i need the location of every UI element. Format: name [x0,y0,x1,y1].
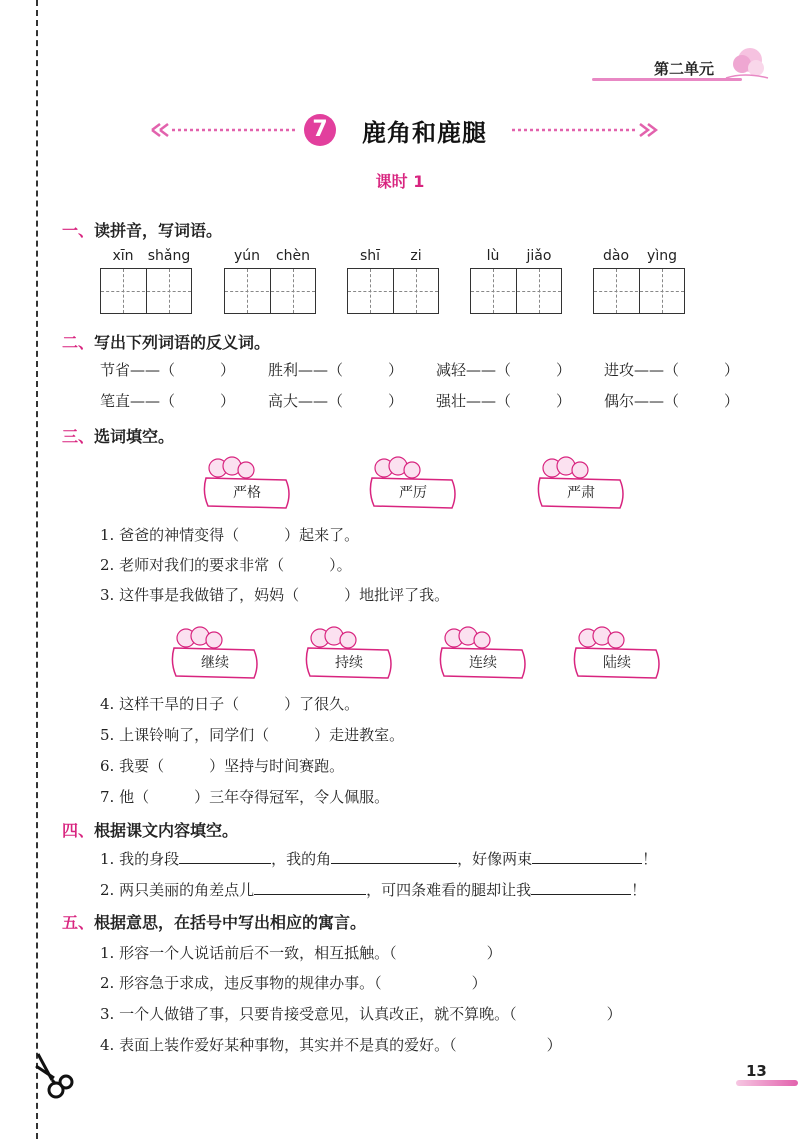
unit-title: 第二单元 [654,60,715,78]
pinyin-text: dào [602,248,630,264]
pinyin-text: zi [410,248,422,264]
fill-question[interactable]: 1. 形容一个人说话前后不一致，相互抵触。（ ） [100,944,502,962]
section-5-heading: 五、根据意思，在括号中写出相应的寓言。 [62,913,367,932]
question-text: ，好像两束 [457,850,533,868]
section-1-heading: 一、读拼音，写词语。 [62,221,223,240]
word-tag [296,624,396,684]
pinyin-text: xīn [112,248,134,264]
fill-question[interactable]: 4. 这样干旱的日子（ ）了很久。 [100,695,360,713]
page-number: 13 [746,1062,767,1080]
fill-question [100,848,657,869]
tag-label: 严厉 [399,485,427,501]
question-text: ，我的角 [271,850,332,868]
section-3-heading: 三、选词填空。 [62,427,175,446]
antonym-item[interactable]: 偶尔——（ ） [604,392,740,410]
pinyin-text: yìng [647,248,677,264]
lesson-period: 课时 1 [375,172,425,191]
pinyin-text: shī [359,248,381,264]
answer-blank[interactable] [254,881,366,895]
antonym-item[interactable]: 强壮——（ ） [436,392,572,410]
fill-question[interactable]: 3. 这件事是我做错了，妈妈（ ）地批评了我。 [100,586,450,604]
fill-question[interactable]: 4. 表面上装作爱好某种事物，其实并不是真的爱好。（ ） [100,1036,562,1054]
tag-label: 陆续 [603,655,631,671]
antonym-item[interactable]: 笔直——（ ） [100,392,236,410]
section-2-heading: 二、写出下列词语的反义词。 [62,333,271,352]
writing-grid[interactable] [347,268,439,314]
answer-blank[interactable] [331,850,457,864]
flower-decoration-icon [724,44,770,84]
answer-blank[interactable] [532,850,642,864]
antonym-item[interactable]: 节省——（ ） [100,361,236,379]
tag-label: 严肃 [567,485,595,501]
fill-question[interactable]: 2. 形容急于求成，违反事物的规律办事。（ ） [100,974,487,992]
antonym-item[interactable]: 胜利——（ ） [268,361,404,379]
title-left-arrows-icon [150,121,300,139]
writing-grid[interactable] [593,268,685,314]
pinyin-text: chèn [275,248,311,264]
answer-blank[interactable] [531,881,631,895]
fill-question[interactable]: 3. 一个人做错了事，只要肯接受意见，认真改正，就不算晚。（ ） [100,1005,622,1023]
question-text: ，可四条难看的腿却让我 [366,881,532,899]
page-number-bar [736,1080,798,1086]
writing-grid[interactable] [470,268,562,314]
word-tag [564,624,664,684]
answer-blank[interactable] [179,850,271,864]
pinyin-text: yún [233,248,261,264]
writing-grid[interactable] [224,268,316,314]
title-right-arrows-icon [508,121,658,139]
pinyin-text: shǎng [147,248,191,264]
fill-question[interactable]: 1. 爸爸的神情变得（ ）起来了。 [100,526,360,544]
question-text: ！ [631,881,647,899]
tag-label: 连续 [469,655,497,671]
section-4-heading: 四、根据课文内容填空。 [62,821,239,840]
lesson-number-badge: 7 [304,114,336,146]
tag-label: 持续 [335,655,363,671]
fill-question [100,879,646,900]
fill-question[interactable]: 6. 我要（ ）坚持与时间赛跑。 [100,757,345,775]
word-tag [194,454,294,514]
word-tag [528,454,628,514]
lesson-title: 鹿角和鹿腿 [362,119,487,147]
fill-question[interactable]: 7. 他（ ）三年夺得冠军，令人佩服。 [100,788,390,806]
antonym-item[interactable]: 高大——（ ） [268,392,404,410]
antonym-item[interactable]: 进攻——（ ） [604,361,740,379]
question-text: ！ [642,850,658,868]
fill-question[interactable]: 5. 上课铃响了，同学们（ ）走进教室。 [100,726,405,744]
word-tag [430,624,530,684]
tag-label: 继续 [201,655,229,671]
scissors-icon [34,1052,78,1102]
question-text: 2. 两只美丽的角差点儿 [100,881,255,899]
tag-label: 严格 [233,485,261,501]
pinyin-text: lù [486,248,500,264]
pinyin-text: jiǎo [526,248,552,264]
antonym-item[interactable]: 减轻——（ ） [436,361,572,379]
question-text: 1. 我的身段 [100,850,180,868]
writing-grid[interactable] [100,268,192,314]
word-tag [360,454,460,514]
word-tag [162,624,262,684]
fill-question[interactable]: 2. 老师对我们的要求非常（ ）。 [100,556,352,574]
